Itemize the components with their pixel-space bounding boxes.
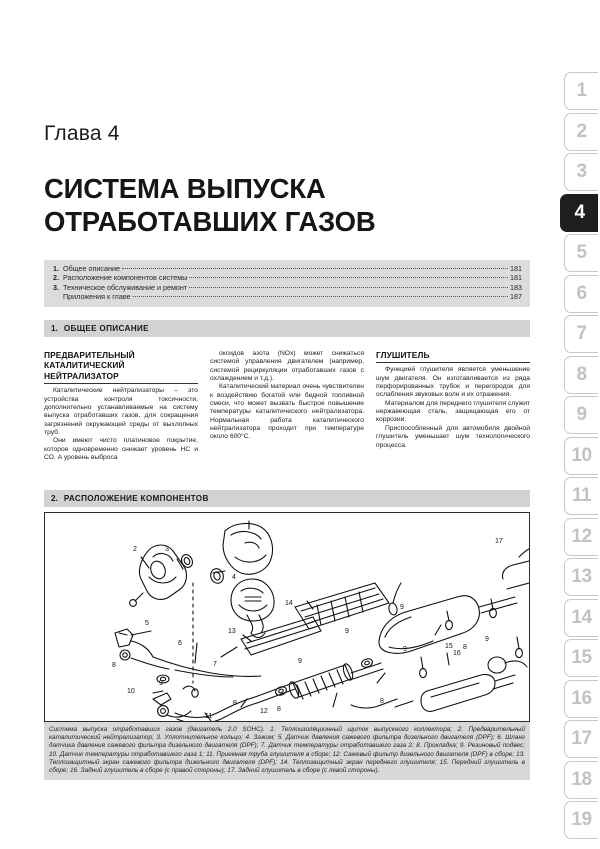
svg-text:9: 9 <box>485 636 489 643</box>
toc-leader-dots <box>189 287 508 288</box>
chapter-tab-11[interactable]: 11 <box>564 477 598 515</box>
section-header-2 <box>44 490 530 507</box>
chapter-title-line-1: СИСТЕМА ВЫПУСКА <box>44 173 326 204</box>
toc-label: Расположение компонентов системы <box>63 273 188 283</box>
svg-text:6: 6 <box>178 640 182 647</box>
toc-leader-dots <box>133 296 508 297</box>
toc-page-number: 183 <box>510 282 522 292</box>
exhaust-system-diagram <box>44 512 530 722</box>
chapter-tab-1[interactable]: 1 <box>564 72 598 110</box>
body-paragraph: Материалом для переднего глушителя служит нержавеющая сталь, защищающая его от коррозии. <box>376 399 530 424</box>
chapter-tab-2[interactable]: 2 <box>564 113 598 151</box>
table-of-contents <box>44 260 530 307</box>
section-1-label: ОБЩЕЕ ОПИСАНИЕ <box>63 324 149 333</box>
svg-text:12: 12 <box>260 708 268 715</box>
svg-text:10: 10 <box>127 688 135 695</box>
chapter-tab-3[interactable]: 3 <box>564 153 598 191</box>
toc-page-number: 187 <box>510 292 522 302</box>
svg-text:7: 7 <box>213 661 217 668</box>
body-paragraph: Приспособленный для автомобиля двойной глушитель уменьшает шум технологического процесса. <box>376 424 530 449</box>
chapter-tab-15[interactable]: 15 <box>564 639 598 677</box>
svg-text:9: 9 <box>345 628 349 635</box>
chapter-label: Глава 4 <box>44 122 120 145</box>
toc-page-number: 181 <box>510 264 522 273</box>
section-1-number: 1. <box>51 324 58 333</box>
toc-row[interactable] <box>50 292 524 301</box>
toc-label: Общее описание <box>63 264 121 273</box>
chapter-tab-6[interactable]: 6 <box>564 275 598 313</box>
section-2-number: 2. <box>51 494 58 503</box>
manual-page <box>44 0 530 849</box>
chapter-tab-4[interactable]: 4 <box>560 194 598 232</box>
svg-text:8: 8 <box>463 644 467 651</box>
body-paragraph: Функцией глушителя является уменьшение шум двигателя. Он изготавливается из ряда перфорированных трубок и перегородок для ослабления звуковых волн и их отражения. <box>376 366 530 399</box>
svg-text:8: 8 <box>380 698 384 705</box>
toc-row[interactable] <box>50 264 524 273</box>
toc-leader-dots <box>189 277 508 278</box>
chapter-tab-14[interactable]: 14 <box>564 599 598 637</box>
svg-text:9: 9 <box>298 658 302 665</box>
body-columns <box>44 350 530 462</box>
svg-text:9: 9 <box>159 680 163 687</box>
chapter-tab-18[interactable]: 18 <box>564 761 598 799</box>
toc-row[interactable] <box>50 273 524 282</box>
text-column <box>44 350 198 462</box>
svg-text:8: 8 <box>277 706 281 713</box>
toc-page-number: 181 <box>510 273 522 283</box>
chapter-tab-16[interactable]: 16 <box>564 680 598 718</box>
chapter-tab-strip[interactable] <box>560 0 600 849</box>
chapter-tab-5[interactable]: 5 <box>564 234 598 272</box>
svg-text:15: 15 <box>445 643 453 650</box>
svg-text:2: 2 <box>133 546 137 553</box>
svg-text:14: 14 <box>285 600 293 607</box>
page-title <box>44 172 484 238</box>
chapter-title-line-2: ОТРАБОТАВШИХ ГАЗОВ <box>44 206 376 237</box>
body-paragraph: Они имеют чисто платиновое покрытие, которое одновременно снижает уровень НС и СО. А уровень выброса <box>44 437 198 461</box>
svg-text:9: 9 <box>400 604 404 611</box>
section-header-1 <box>44 320 530 337</box>
chapter-tab-9[interactable]: 9 <box>564 396 598 434</box>
toc-label: Техническое обслуживание и ремонт <box>63 282 188 292</box>
svg-text:5: 5 <box>145 620 149 627</box>
chapter-tab-8[interactable]: 8 <box>564 356 598 394</box>
svg-text:8: 8 <box>112 662 116 669</box>
text-column <box>376 350 530 462</box>
diagram-svg <box>45 513 529 721</box>
figure-caption: Система выпуска отработавших газов (двигатель 2.0 SOHC). 1. Теплоизоляционный щиток выпускного коллектора; 2. Предварительный каталитический нейтрализатор; 3. Уплотнительное кольцо; 4. Зажим; 5. Датчик давления сажевого фильтра дизельного двигателя (DPF); 6. Шланг датчика давления сажевого фильтра дизельного двигателя (DPF); 7. Датчик температуры отработавшего газа 2; 8. Прокладка; 9. Резиновый подвес; 10. Датчик температуры отработавшего газа 1; 11. Приемная труба глушителя в сборе; 12. Сажевый фильтр дизельного двигателя (DPF) в сборе; 13. Теплозащитный экран сажевого фильтра дизельного двигателя (DPF); 14. Теплозащитный экран переднего глушителя; 15. Передний глушитель в сборе; 16. Задний глушитель в сборе (с правой стороны); 17. Задний глушитель в сборе (с левой стороны). <box>44 722 530 780</box>
body-paragraph: Каталитический материал очень чувствителен к воздействию богатой или бедной топливной смеси, что может вызвать быстрое повышение температуры каталитического нейтрализатора. Нормальная работа каталитического нейтрализатора проходит при температуре около 600°С. <box>210 383 364 441</box>
chapter-tab-13[interactable]: 13 <box>564 558 598 596</box>
svg-text:13: 13 <box>228 628 236 635</box>
toc-number: 2. <box>53 273 59 283</box>
svg-text:3: 3 <box>165 546 169 553</box>
svg-text:8: 8 <box>233 700 237 707</box>
chapter-tab-12[interactable]: 12 <box>564 518 598 556</box>
toc-leader-dots <box>122 268 508 269</box>
svg-text:9: 9 <box>403 646 407 653</box>
column-heading: ГЛУШИТЕЛЬ <box>376 350 530 363</box>
text-column <box>210 350 364 462</box>
chapter-tab-7[interactable]: 7 <box>564 315 598 353</box>
toc-number: 1. <box>53 264 59 273</box>
body-paragraph: Каталитические нейтрализаторы – это устройства контроля токсичности, дополнительно устанавливаемые на систему выпуска отработавших газов, для сокращения загрязнений окружающей среды от выхлопных труб. <box>44 387 198 436</box>
toc-number: 3. <box>53 282 59 292</box>
body-paragraph: оксидов азота (NOx) может снижаться системой управления двигателем (например, системой рециркуляции отработавших газов с охлаждением и т.д.). <box>210 350 364 383</box>
svg-text:4: 4 <box>232 574 236 581</box>
section-2-label: РАСПОЛОЖЕНИЕ КОМПОНЕНТОВ <box>63 494 209 503</box>
toc-row[interactable] <box>50 283 524 292</box>
column-heading: ПРЕДВАРИТЕЛЬНЫЙ КАТАЛИТИЧЕСКИЙ НЕЙТРАЛИЗАТОР <box>44 350 198 384</box>
toc-label: Приложения к главе <box>63 292 131 302</box>
chapter-tab-17[interactable]: 17 <box>564 720 598 758</box>
chapter-tab-10[interactable]: 10 <box>564 437 598 475</box>
svg-text:17: 17 <box>495 538 503 545</box>
svg-text:11: 11 <box>205 713 213 720</box>
svg-text:16: 16 <box>453 650 461 657</box>
chapter-tab-19[interactable]: 19 <box>564 801 598 839</box>
